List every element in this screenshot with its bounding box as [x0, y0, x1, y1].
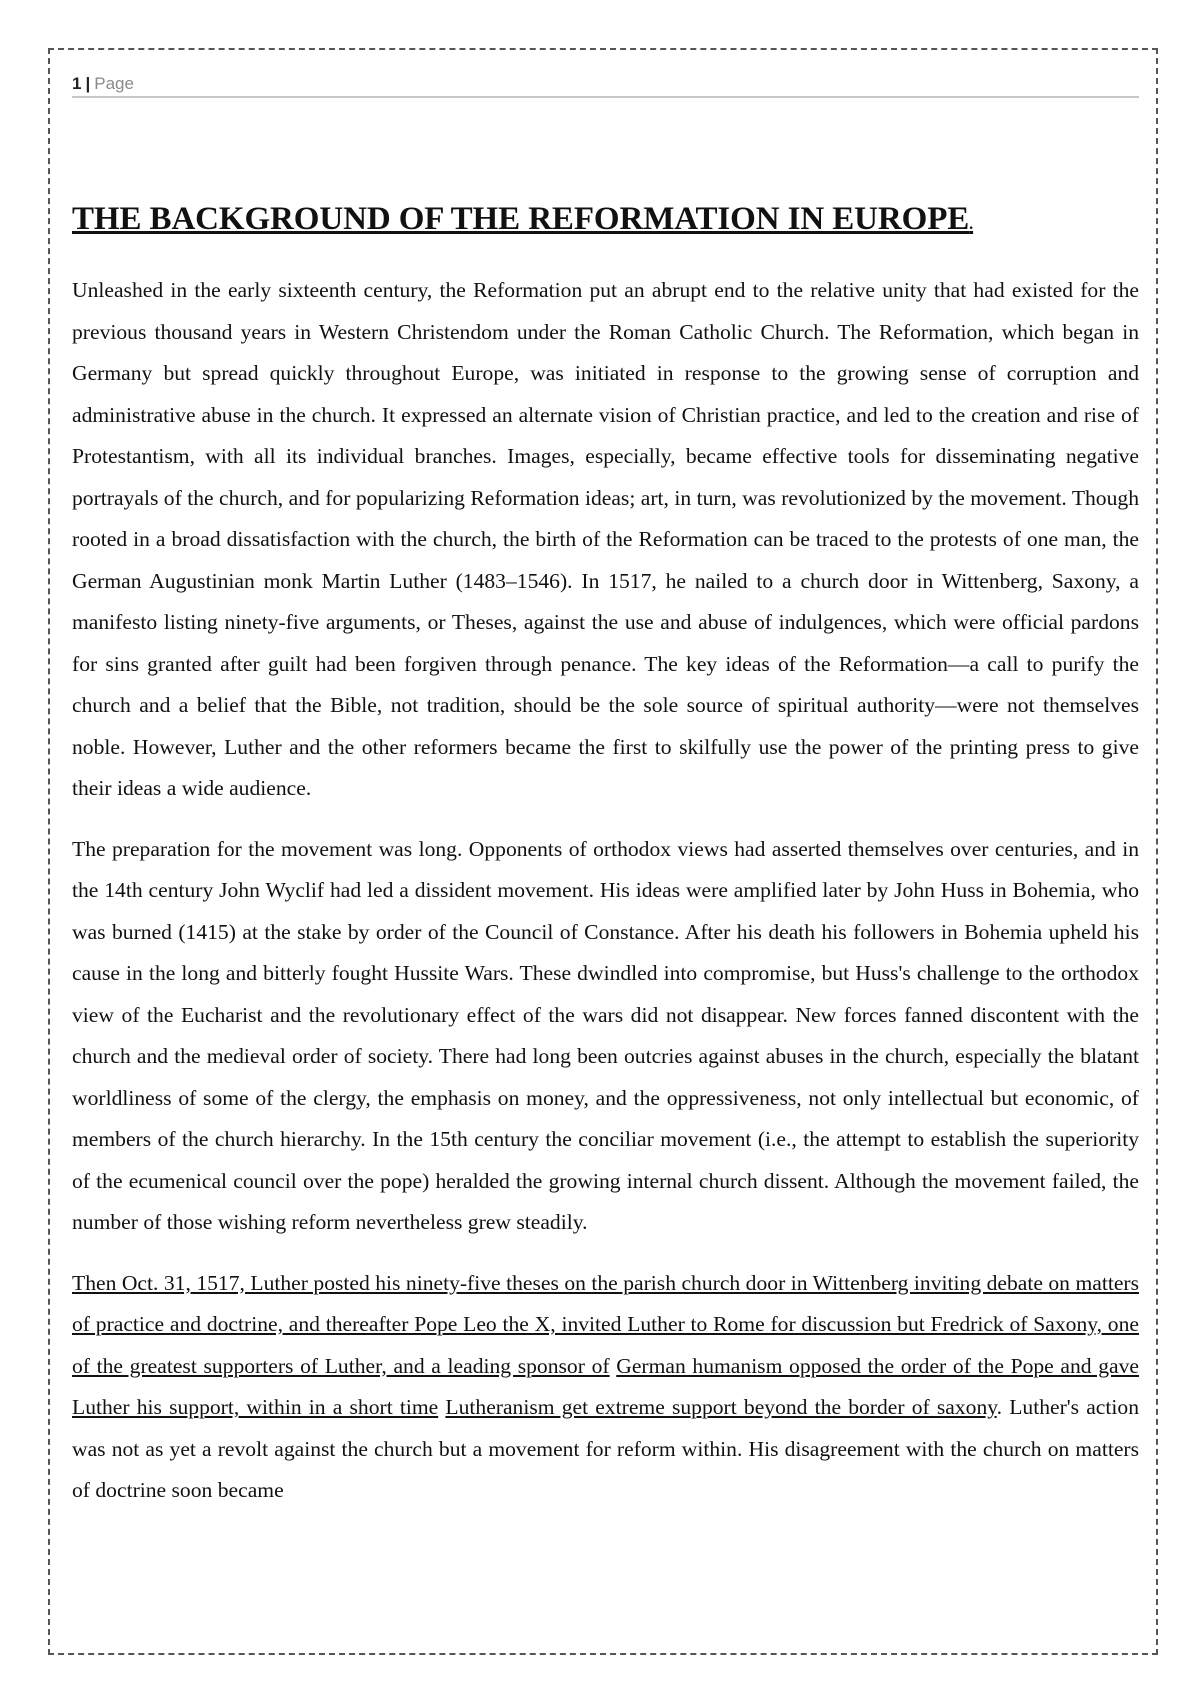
document-title-text: THE BACKGROUND OF THE REFORMATION IN EUROPE: [72, 201, 970, 237]
page-header: [72, 74, 1139, 98]
paragraph-3-underlined-2: German humanism opposed the order of the Pope and gave Luther his support, within in a short time: [72, 1353, 1140, 1419]
page-number: 1: [72, 74, 82, 93]
page-separator: |: [85, 74, 91, 93]
document-title-suffix: .: [969, 216, 974, 233]
paragraph-2: The preparation for the movement was long. Opponents of orthodox views had asserted themselves over centuries, and in the 14th century John Wyclif had led a dissident movement. His ideas were amplified later by John Huss in Bohemia, who was burned (1415) at the stake by order of the Council of Constance. After his death his followers in Bohemia upheld his cause in the long and bitterly fought Hussite Wars. These dwindled into compromise, but Huss's challenge to the orthodox view of the Eucharist and the revolutionary effect of the wars did not disappear. New forces fanned discontent with the church and the medieval order of society. There had long been outcries against abuses in the church, especially the blatant worldliness of some of the clergy, the emphasis on money, and the oppressiveness, not only intellectual but economic, of members of the church hierarchy. In the 15th century the conciliar movement (i.e., the attempt to establish the superiority of the ecumenical council over the pope) heralded the growing internal church dissent. Although the movement failed, the number of those wishing reform nevertheless grew steadily.: [72, 836, 1139, 1234]
paragraph-1: Unleashed in the early sixteenth century, the Reformation put an abrupt end to the relative unity that had existed for the previous thousand years in Western Christendom under the Roman Catholic Church. The Reformation, which began in Germany but spread quickly throughout Europe, was initiated in response to the growing sense of corruption and administrative abuse in the church. It expressed an alternate vision of Christian practice, and led to the creation and rise of Protestantism, with all its individual branches. Images, especially, became effective tools for disseminating negative portrayals of the church, and for popularizing Reformation ideas; art, in turn, was revolutionized by the movement. Though rooted in a broad dissatisfaction with the church, the birth of the Reformation can be traced to the protests of one man, the German Augustinian monk Martin Luther (1483–1546). In 1517, he nailed to a church door in Wittenberg, Saxony, a manifesto listing ninety-five arguments, or Theses, against the use and abuse of indulgences, which were official pardons for sins granted after guilt had been forgiven through penance. The key ideas of the Reformation—a call to purify the church and a belief that the Bible, not tradition, should be the sole source of spiritual authority—were not themselves noble. However, Luther and the other reformers became the first to skilfully use the power of the printing press to give their ideas a wide audience.: [72, 278, 1139, 800]
paragraph-3-underlined-1: Then Oct. 31, 1517, Luther posted his ninety-five theses on the parish church door in Wittenberg inviting debate on matters of practice and doctrine, and thereafter Pope Leo the X, invited Luther to Rome for discussion but Fredrick of Saxony, one of the greatest supporters of Luther, and a leading sponsor of: [72, 1270, 1139, 1378]
document-title: [72, 196, 1139, 248]
paragraph-3: [72, 1263, 1139, 1512]
paragraph-3-tail: . Luther's action was not as yet a revolt against the church but a movement for reform within. His disagreement with the church on matters of doctrine soon became: [72, 1395, 1139, 1502]
document-body: [72, 196, 1139, 1531]
page-label: Page: [94, 74, 134, 93]
paragraph-3-underlined-3: Lutheranism get extreme support beyond the border of saxony: [445, 1395, 997, 1419]
